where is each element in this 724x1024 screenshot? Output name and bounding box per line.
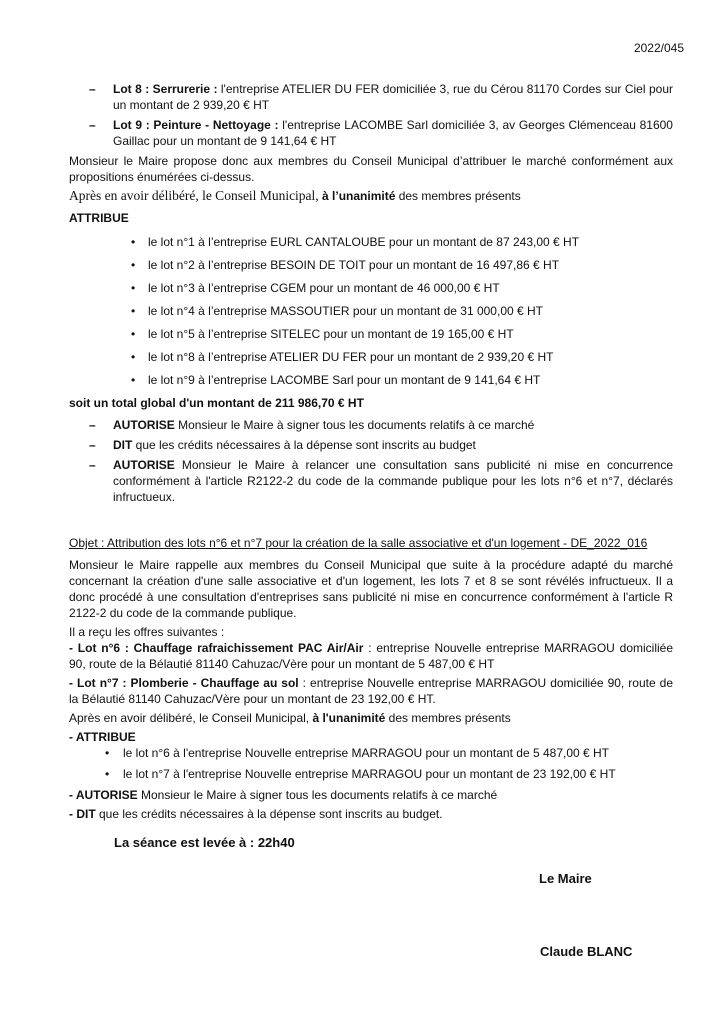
attribue2-item-text: le lot n°6 à l'entreprise Nouvelle entreprise MARRAGOU pour un montant de 5 487,00 € HT <box>123 746 610 760</box>
bullet-dot: • <box>131 281 136 295</box>
decision-bold: - DIT <box>69 807 96 821</box>
decision-item <box>69 437 673 453</box>
total-amount: soit un total global d'un montant de 211 986,70 € HT <box>69 396 364 410</box>
list-item <box>69 372 673 388</box>
attribue-item-text: le lot n°2 à l’entreprise BESOIN DE TOIT pour un montant de 16 497,86 € HT <box>148 258 560 272</box>
seance-closing: La séance est levée à : 22h40 <box>114 835 295 850</box>
decision-text: Monsieur le Maire à signer tous les documents relatifs à ce marché <box>174 418 535 432</box>
list-item <box>69 326 673 342</box>
deliberation-2-prefix: Après en avoir délibéré, le Conseil Municipal, <box>69 711 310 725</box>
attribue2-item-text: le lot n°7 à l'entreprise Nouvelle entreprise MARRAGOU pour un montant de 23 192,00 € HT <box>123 767 616 781</box>
lot-9-text: l'entreprise LACOMBE Sarl domiciliée 3, av Georges Clémenceau 81600 Gaillac pour un montant de 9 141,64 € HT <box>113 118 673 148</box>
decision-text: que les crédits nécessaires à la dépense sont inscrits au budget. <box>95 807 443 821</box>
dash-bullet: – <box>89 118 96 132</box>
offre-lot-6 <box>69 640 673 672</box>
lot-8-label: Lot 8 : Serrurerie : <box>113 82 218 96</box>
offre-lot-7-label: - Lot n°7 : Plomberie - Chauffage au sol <box>69 676 299 690</box>
deliberation-2 <box>69 710 673 726</box>
list-item <box>69 280 673 296</box>
bullet-dot: • <box>131 373 136 387</box>
bullet-dot: • <box>105 767 110 781</box>
decision-bold: - AUTORISE <box>69 788 138 802</box>
list-item <box>69 303 673 319</box>
lot-9-label: Lot 9 : Peinture - Nettoyage : <box>113 118 279 132</box>
offre-lot-6-label: - Lot n°6 : Chauffage rafraichissement PAC Air/Air <box>69 641 364 655</box>
deliberation-1-prefix: Après en avoir délibéré, le Conseil Municipal, <box>69 188 319 203</box>
bullet-dot: • <box>131 235 136 249</box>
bullet-dot: • <box>131 327 136 341</box>
dash-bullet: – <box>89 458 96 472</box>
attribue-item-text: le lot n°4 à l’entreprise MASSOUTIER pour un montant de 31 000,00 € HT <box>148 304 544 318</box>
decision-bold: AUTORISE <box>113 458 175 472</box>
attribue-item-text: le lot n°1 à l’entreprise EURL CANTALOUBE pour un montant de 87 243,00 € HT <box>148 235 580 249</box>
paragraph-rappelle: Monsieur le Maire rappelle aux membres du Conseil Municipal que suite à la procédure adapté du marché concernant la création d'une salle associative et d'un logement, les lots 7 et 8 se sont révélés infructueux. Il a donc procédé à une consultation d'entreprises sans publicité ni mise en concurrence conformément à l'article R 2122-2 du code de la commande publique. <box>69 558 673 620</box>
lot-8-text: l'entreprise ATELIER DU FER domiciliée 3, rue du Cérou 81170 Cordes sur Ciel pour un montant de 2 939,20 € HT <box>113 82 673 112</box>
attribue2-list <box>69 745 673 782</box>
objet-heading: Objet : Attribution des lots n°6 et n°7 pour la création de la salle associative et d'un logement - DE_2022_016 <box>69 536 648 550</box>
deliberation-1 <box>69 188 673 204</box>
list-item <box>69 349 673 365</box>
maire-name: Claude BLANC <box>540 944 633 959</box>
deliberation-2-bold: à l'unanimité <box>309 711 386 725</box>
list-item <box>69 257 673 273</box>
attribue-item-text: le lot n°8 à l’entreprise ATELIER DU FER pour un montant de 2 939,20 € HT <box>148 350 554 364</box>
deliberation-2-suffix: des membres présents <box>385 711 511 725</box>
deliberation-1-suffix: des membres présents <box>395 189 521 203</box>
decision-item <box>69 417 673 433</box>
attribue2-heading: - ATTRIBUE <box>69 730 136 744</box>
dash-bullet: – <box>89 438 96 452</box>
decision-item <box>69 457 673 505</box>
decision-bold: DIT <box>113 438 133 452</box>
offres-intro: Il a reçu les offres suivantes : <box>69 625 225 639</box>
list-item <box>69 234 673 250</box>
offre-lot-6-text: : entreprise Nouvelle entreprise MARRAGOU domiciliée 90, route de la Bélautié 81140 Cahuzac/Vère pour un montant de 5 487,00 € HT <box>69 641 674 671</box>
offre-lot-7 <box>69 675 673 707</box>
deliberation-1-bold: à l’unanimité <box>318 189 396 203</box>
maire-title: Le Maire <box>539 871 592 886</box>
attribue-heading: ATTRIBUE <box>69 211 129 225</box>
lot-9-item <box>69 117 673 149</box>
lot-8-item <box>69 81 673 113</box>
dash-bullet: – <box>89 82 96 96</box>
decision-text: Monsieur le Maire à relancer une consultation sans publicité ni mise en concurrence conformément à l'article R2122-2 du code de la commande publique pour les lots n°6 et n°7, déclarés infructueux. <box>113 458 673 504</box>
attribue-item-text: le lot n°5 à l’entreprise SITELEC pour un montant de 19 165,00 € HT <box>148 327 514 341</box>
bullet-dot: • <box>105 746 110 760</box>
decision-bold: AUTORISE <box>113 418 175 432</box>
paragraph-propose: Monsieur le Maire propose donc aux membres du Conseil Municipal d’attribuer le marché conformément aux propositions énumérées ci-dessus. <box>69 154 673 184</box>
decision-2-autorise <box>69 787 673 803</box>
bullet-dot: • <box>131 304 136 318</box>
bullet-dot: • <box>131 258 136 272</box>
dash-bullet: – <box>89 418 96 432</box>
document-body <box>69 81 673 825</box>
attribue-list <box>69 234 673 388</box>
list-item <box>69 745 673 761</box>
offre-lot-7-text: : entreprise Nouvelle entreprise MARRAGOU domiciliée 90, route de la Bélautié 81140 Cahuzac/Vère pour un montant de 23 192,00 € HT. <box>69 676 673 706</box>
list-item <box>69 766 673 782</box>
decision-text: Monsieur le Maire à signer tous les documents relatifs à ce marché <box>137 788 498 802</box>
document-number: 2022/045 <box>633 41 684 55</box>
attribue-item-text: le lot n°3 à l’entreprise CGEM pour un montant de 46 000,00 € HT <box>148 281 500 295</box>
decision-2-dit <box>69 806 673 822</box>
attribue-item-text: le lot n°9 à l’entreprise LACOMBE Sarl pour un montant de 9 141,64 € HT <box>148 373 541 387</box>
decision-text: que les crédits nécessaires à la dépense sont inscrits au budget <box>132 438 476 452</box>
bullet-dot: • <box>131 350 136 364</box>
